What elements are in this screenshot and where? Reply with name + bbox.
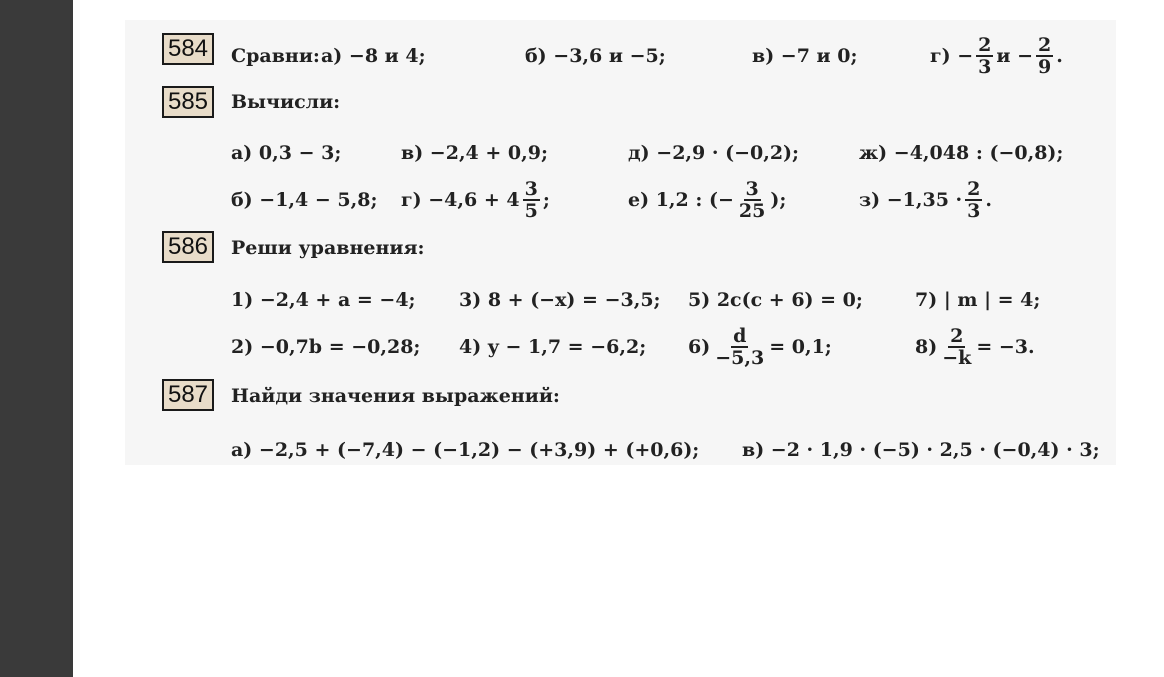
numerator: 2: [950, 325, 964, 347]
item-text: .: [1056, 45, 1063, 67]
item-text: = −3.: [976, 336, 1035, 358]
textbook-page: [125, 20, 1116, 465]
denominator: 3: [967, 200, 981, 222]
problem-586-title: Реши уравнения:: [231, 237, 425, 259]
problem-584-item-c: в) −7 и 0;: [752, 45, 858, 67]
item-text: .: [985, 189, 993, 211]
item-text: 8): [915, 336, 938, 358]
problem-number-586: 586: [162, 231, 214, 263]
problem-586-item: 3) 8 + (−x) = −3,5;: [459, 289, 661, 311]
fraction: [737, 179, 767, 221]
problem-585-item: в) −2,4 + 0,9;: [401, 142, 548, 164]
fraction: [965, 179, 982, 221]
problem-585-title: Вычисли:: [231, 91, 341, 113]
problem-number-584: 584: [162, 33, 214, 65]
problem-584-item-a: а) −8 и 4;: [321, 45, 426, 67]
problem-586-item: [915, 327, 1035, 367]
denominator: −5,3: [715, 347, 765, 369]
problem-585-item: [401, 180, 550, 220]
item-text: г) −: [930, 45, 974, 67]
numerator: 3: [745, 178, 759, 200]
fraction: [976, 35, 993, 77]
fraction: [523, 179, 540, 221]
problem-587-title: Найди значения выражений:: [231, 385, 560, 407]
left-sidebar: [0, 0, 73, 677]
problem-586-item: 7) | m | = 4;: [915, 289, 1041, 311]
numerator: 2: [967, 178, 981, 200]
problem-number-587: 587: [162, 379, 214, 411]
denominator: −k: [942, 347, 972, 369]
problem-586-item: 5) 2c(c + 6) = 0;: [688, 289, 863, 311]
problem-585-item: а) 0,3 − 3;: [231, 142, 342, 164]
item-text: з) −1,35 ·: [859, 189, 963, 211]
item-text: ;: [542, 189, 550, 211]
problem-585-item: б) −1,4 − 5,8;: [231, 189, 378, 211]
problem-587-item: а) −2,5 + (−7,4) − (−1,2) − (+3,9) + (+0,6);: [231, 439, 700, 461]
numerator: 3: [524, 178, 538, 200]
denominator: 9: [1038, 56, 1052, 78]
problem-585-item: ж) −4,048 : (−0,8);: [859, 142, 1064, 164]
problem-587-item: в) −2 · 1,9 · (−5) · 2,5 · (−0,4) · 3;: [742, 439, 1100, 461]
item-text: 6): [688, 336, 711, 358]
numerator: 2: [1038, 34, 1052, 56]
problem-584-item-b: б) −3,6 и −5;: [525, 45, 666, 67]
problem-586-item: 2) −0,7b = −0,28;: [231, 336, 421, 358]
denominator: 25: [738, 200, 766, 222]
item-text: г) −4,6 + 4: [401, 189, 520, 211]
numerator: 2: [978, 34, 992, 56]
problem-586-item: [688, 327, 832, 367]
problem-number-585: 585: [162, 86, 214, 118]
numerator: d: [733, 325, 747, 347]
problem-585-item: д) −2,9 · (−0,2);: [628, 142, 800, 164]
fraction: [1036, 35, 1053, 77]
fraction: [940, 326, 973, 368]
item-text: = 0,1;: [769, 336, 832, 358]
item-text: и −: [996, 45, 1034, 67]
fraction: [713, 326, 766, 368]
problem-584-title: Сравни:: [231, 45, 320, 67]
item-text: );: [770, 189, 787, 211]
problem-584-item-d: [930, 36, 1063, 76]
denominator: 3: [978, 56, 992, 78]
denominator: 5: [524, 200, 538, 222]
problem-586-item: 4) y − 1,7 = −6,2;: [459, 336, 647, 358]
problem-586-item: 1) −2,4 + a = −4;: [231, 289, 416, 311]
problem-585-item: [859, 180, 992, 220]
item-text: е) 1,2 : (−: [628, 189, 734, 211]
problem-585-item: [628, 180, 786, 220]
